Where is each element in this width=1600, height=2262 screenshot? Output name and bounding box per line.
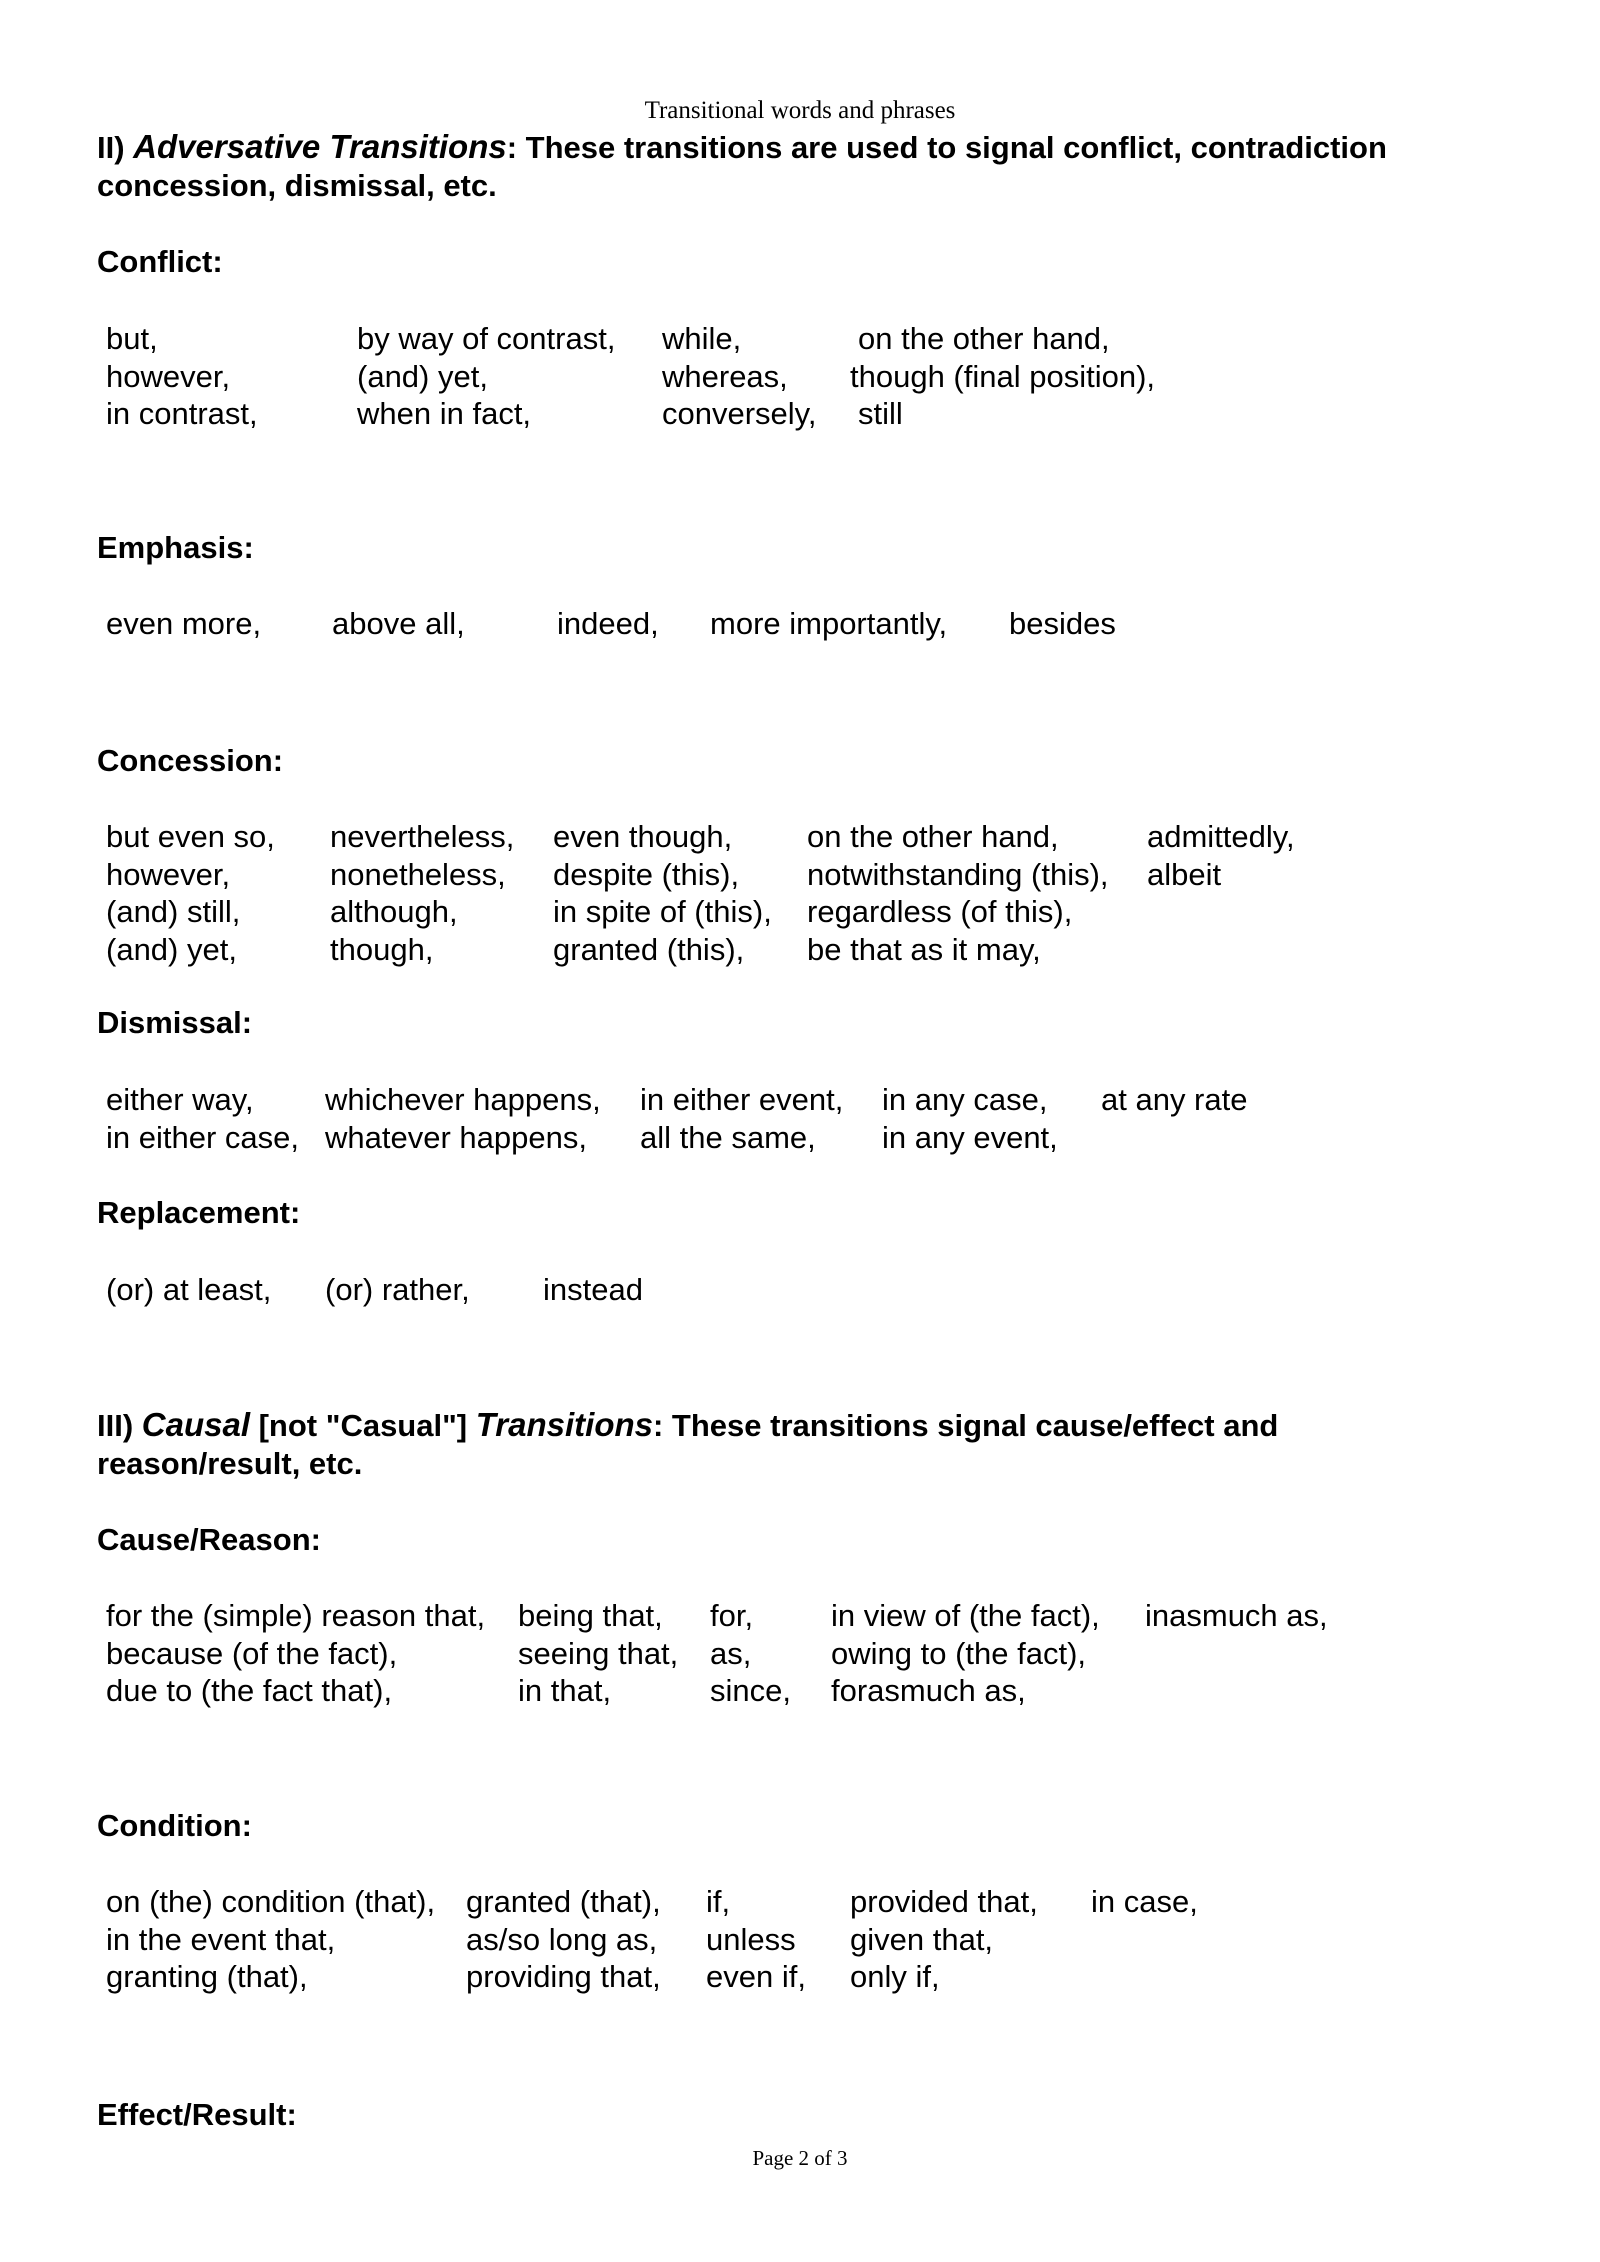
cause-column-3 [710,1597,791,1710]
dismissal-column-2 [325,1081,601,1156]
word-item: whereas, [662,358,788,394]
word-item: (or) at least, [106,1272,272,1307]
dismissal-column-3 [640,1081,843,1156]
word-item: nevertheless, [330,819,515,854]
dismissal-column-5 [1101,1081,1247,1119]
running-header: Transitional words and phrases [644,97,956,124]
word-item: more importantly, [710,606,948,641]
cause-reason-heading: Cause/Reason: [97,1522,321,1557]
word-item: only if, [850,1959,940,1994]
effect-result-heading: Effect/Result: [97,2097,297,2132]
concession-column-5 [1147,818,1295,893]
word-item: albeit [1147,856,1222,892]
word-item: but even so, [106,819,275,854]
replacement-column-2 [325,1271,470,1309]
word-item: however, [106,358,231,394]
conflict-column-2 [357,320,615,433]
cause-column-4 [831,1597,1100,1710]
word-item: by way of contrast, [357,321,616,356]
emphasis-column-2 [332,605,465,643]
word-item: being that, [518,1598,663,1633]
replacement-column-1 [106,1271,271,1309]
word-item: in any event, [882,1119,1058,1155]
word-item: granting (that), [106,1959,308,1994]
word-item: on (the) condition (that), [106,1884,436,1919]
word-item: conversely, [662,396,817,431]
cause-column-2 [518,1597,678,1710]
word-item: on the other hand, [807,819,1059,854]
word-item: despite (this), [553,856,740,892]
word-item: above all, [332,606,465,641]
condition-column-1 [106,1883,435,1996]
concession-column-3 [553,818,772,968]
word-item: even more, [106,606,262,641]
word-item: still [858,396,903,431]
concession-column-2 [330,818,514,968]
word-item: as, [710,1635,752,1671]
word-item: instead [543,1272,643,1307]
word-item: inasmuch as, [1145,1598,1328,1633]
section-iii-title-transitions: Transitions [475,1406,653,1443]
word-item: in spite of (this), [553,894,772,929]
word-item: although, [330,894,458,929]
conflict-column-1 [106,320,258,433]
word-item: granted (that), [466,1884,661,1919]
section-iii-heading-line1 [97,1406,1517,1445]
section-ii-description: : These transitions are used to signal conflict, contradiction [506,130,1387,165]
word-item: given that, [850,1921,994,1957]
word-item: seeing that, [518,1635,679,1671]
word-item: owing to (the fact), [831,1635,1087,1671]
word-item: admittedly, [1147,819,1295,854]
word-item: at any rate [1101,1082,1248,1117]
word-item: though (final position), [850,358,1156,394]
emphasis-column-3 [557,605,659,643]
word-item: when in fact, [357,396,532,431]
word-item: however, [106,856,231,892]
word-item: besides [1009,606,1116,641]
conflict-column-3 [662,320,817,433]
word-item: granted (this), [553,931,745,967]
word-item: be that as it may, [807,931,1041,967]
emphasis-column-5 [1009,605,1116,643]
word-item: indeed, [557,606,659,641]
word-item: even if, [706,1959,806,1994]
word-item: in case, [1091,1884,1198,1919]
word-item: for, [710,1598,754,1633]
condition-column-4 [850,1883,1038,1996]
condition-column-2 [466,1883,661,1996]
word-item: (and) yet, [106,931,237,967]
cause-column-1 [106,1597,485,1710]
word-item: even though, [553,819,733,854]
word-item: since, [710,1673,791,1708]
word-item: (and) still, [106,894,241,929]
word-item: on the other hand, [858,321,1110,356]
cause-column-5 [1145,1597,1328,1635]
word-item: due to (the fact that), [106,1673,393,1708]
condition-column-3 [706,1883,806,1996]
word-item: providing that, [466,1959,661,1994]
word-item: regardless (of this), [807,894,1073,929]
section-ii-title: Adversative Transitions [133,128,507,165]
page-number: Page 2 of 3 [752,2146,848,2170]
condition-column-5 [1091,1883,1198,1921]
word-item: all the same, [640,1119,816,1155]
section-ii-heading [97,128,1517,205]
condition-heading: Condition: [97,1808,252,1843]
dismissal-heading: Dismissal: [97,1005,253,1040]
word-item: if, [706,1884,731,1919]
word-item: whatever happens, [325,1119,587,1155]
section-iii-note: [not "Casual"] [250,1408,476,1443]
concession-column-1 [106,818,275,968]
conflict-column-4 [850,320,1155,433]
word-item: whichever happens, [325,1082,601,1117]
word-item: in the event that, [106,1921,336,1957]
word-item: in contrast, [106,396,258,431]
word-item: in any case, [882,1082,1048,1117]
emphasis-heading: Emphasis: [97,530,254,565]
section-iii-description: : These transitions signal cause/effect and [653,1408,1279,1443]
word-item: as/so long as, [466,1921,658,1957]
word-item: either way, [106,1082,254,1117]
section-ii-description-line2: concession, dismissal, etc. [97,168,497,203]
word-item: in either event, [640,1082,844,1117]
word-item: (and) yet, [357,358,488,394]
section-ii-number: II) [97,130,134,165]
emphasis-column-1 [106,605,261,643]
dismissal-column-4 [882,1081,1058,1156]
word-item: notwithstanding (this), [807,856,1109,892]
word-item: (or) rather, [325,1272,470,1307]
concession-heading: Concession: [97,743,284,778]
word-item: nonetheless, [330,856,506,892]
section-iii-title-causal: Causal [141,1406,250,1443]
word-item: while, [662,321,742,356]
section-iii-number: III) [97,1408,142,1443]
word-item: forasmuch as, [831,1673,1026,1708]
section-ii-heading-line1 [97,128,1517,167]
word-item: provided that, [850,1884,1038,1919]
section-iii-description-line2: reason/result, etc. [97,1446,363,1481]
dismissal-column-1 [106,1081,299,1156]
word-item: in either case, [106,1119,299,1155]
conflict-heading: Conflict: [97,244,223,279]
word-item: in that, [518,1673,612,1708]
concession-column-4 [807,818,1109,968]
replacement-column-3 [543,1271,643,1309]
word-item: because (of the fact), [106,1635,398,1671]
word-item: in view of (the fact), [831,1598,1100,1633]
section-iii-heading [97,1406,1517,1483]
word-item: though, [330,931,434,967]
word-item: unless [706,1921,796,1957]
word-item: for the (simple) reason that, [106,1598,486,1633]
emphasis-column-4 [710,605,947,643]
replacement-heading: Replacement: [97,1195,301,1230]
word-item: but, [106,321,158,356]
